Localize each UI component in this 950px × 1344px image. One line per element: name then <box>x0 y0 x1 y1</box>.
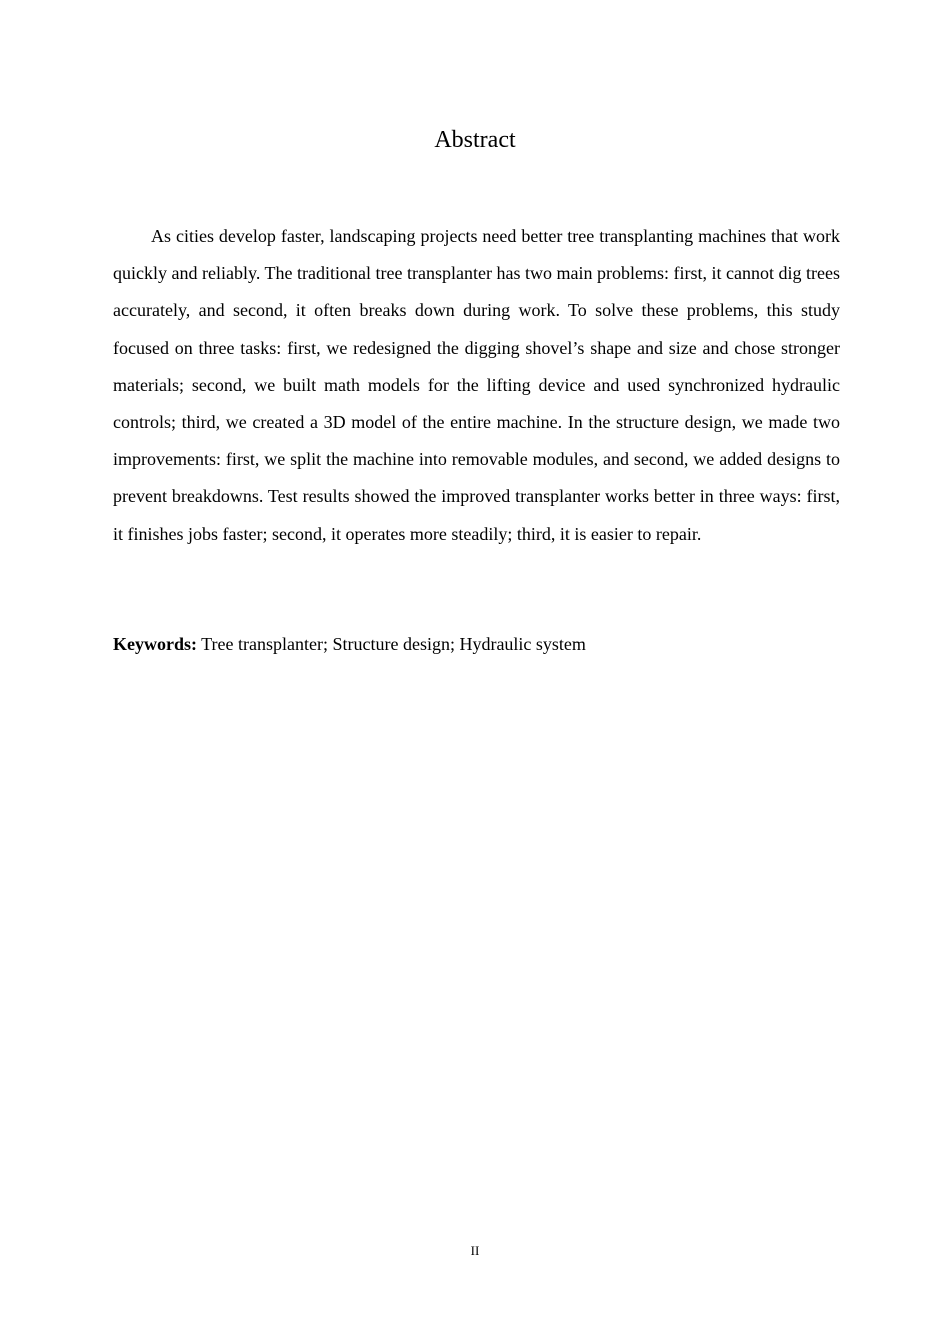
keywords-text: Tree transplanter; Structure design; Hydraulic system <box>197 634 586 654</box>
keywords-label: Keywords: <box>113 634 197 654</box>
abstract-paragraph: As cities develop faster, landscaping projects need better tree transplanting machines that work quickly and reliably. The traditional tree transplanter has two main problems: first, it cannot dig trees accurately, and second, it often breaks down during work. To solve these problems, this study focused on three tasks: first, we redesigned the digging shovel’s shape and size and chose stronger materials; second, we built math models for the lifting device and used synchronized hydraulic controls; third, we created a 3D model of the entire machine. In the structure design, we made two improvements: first, we split the machine into removable modules, and second, we added designs to prevent breakdowns. Test results showed the improved transplanter works better in three ways: first, it finishes jobs faster; second, it operates more steadily; third, it is easier to repair. <box>113 226 840 544</box>
keywords-line <box>113 628 840 660</box>
page-title: Abstract <box>434 127 516 153</box>
page-number: II <box>470 1243 480 1258</box>
